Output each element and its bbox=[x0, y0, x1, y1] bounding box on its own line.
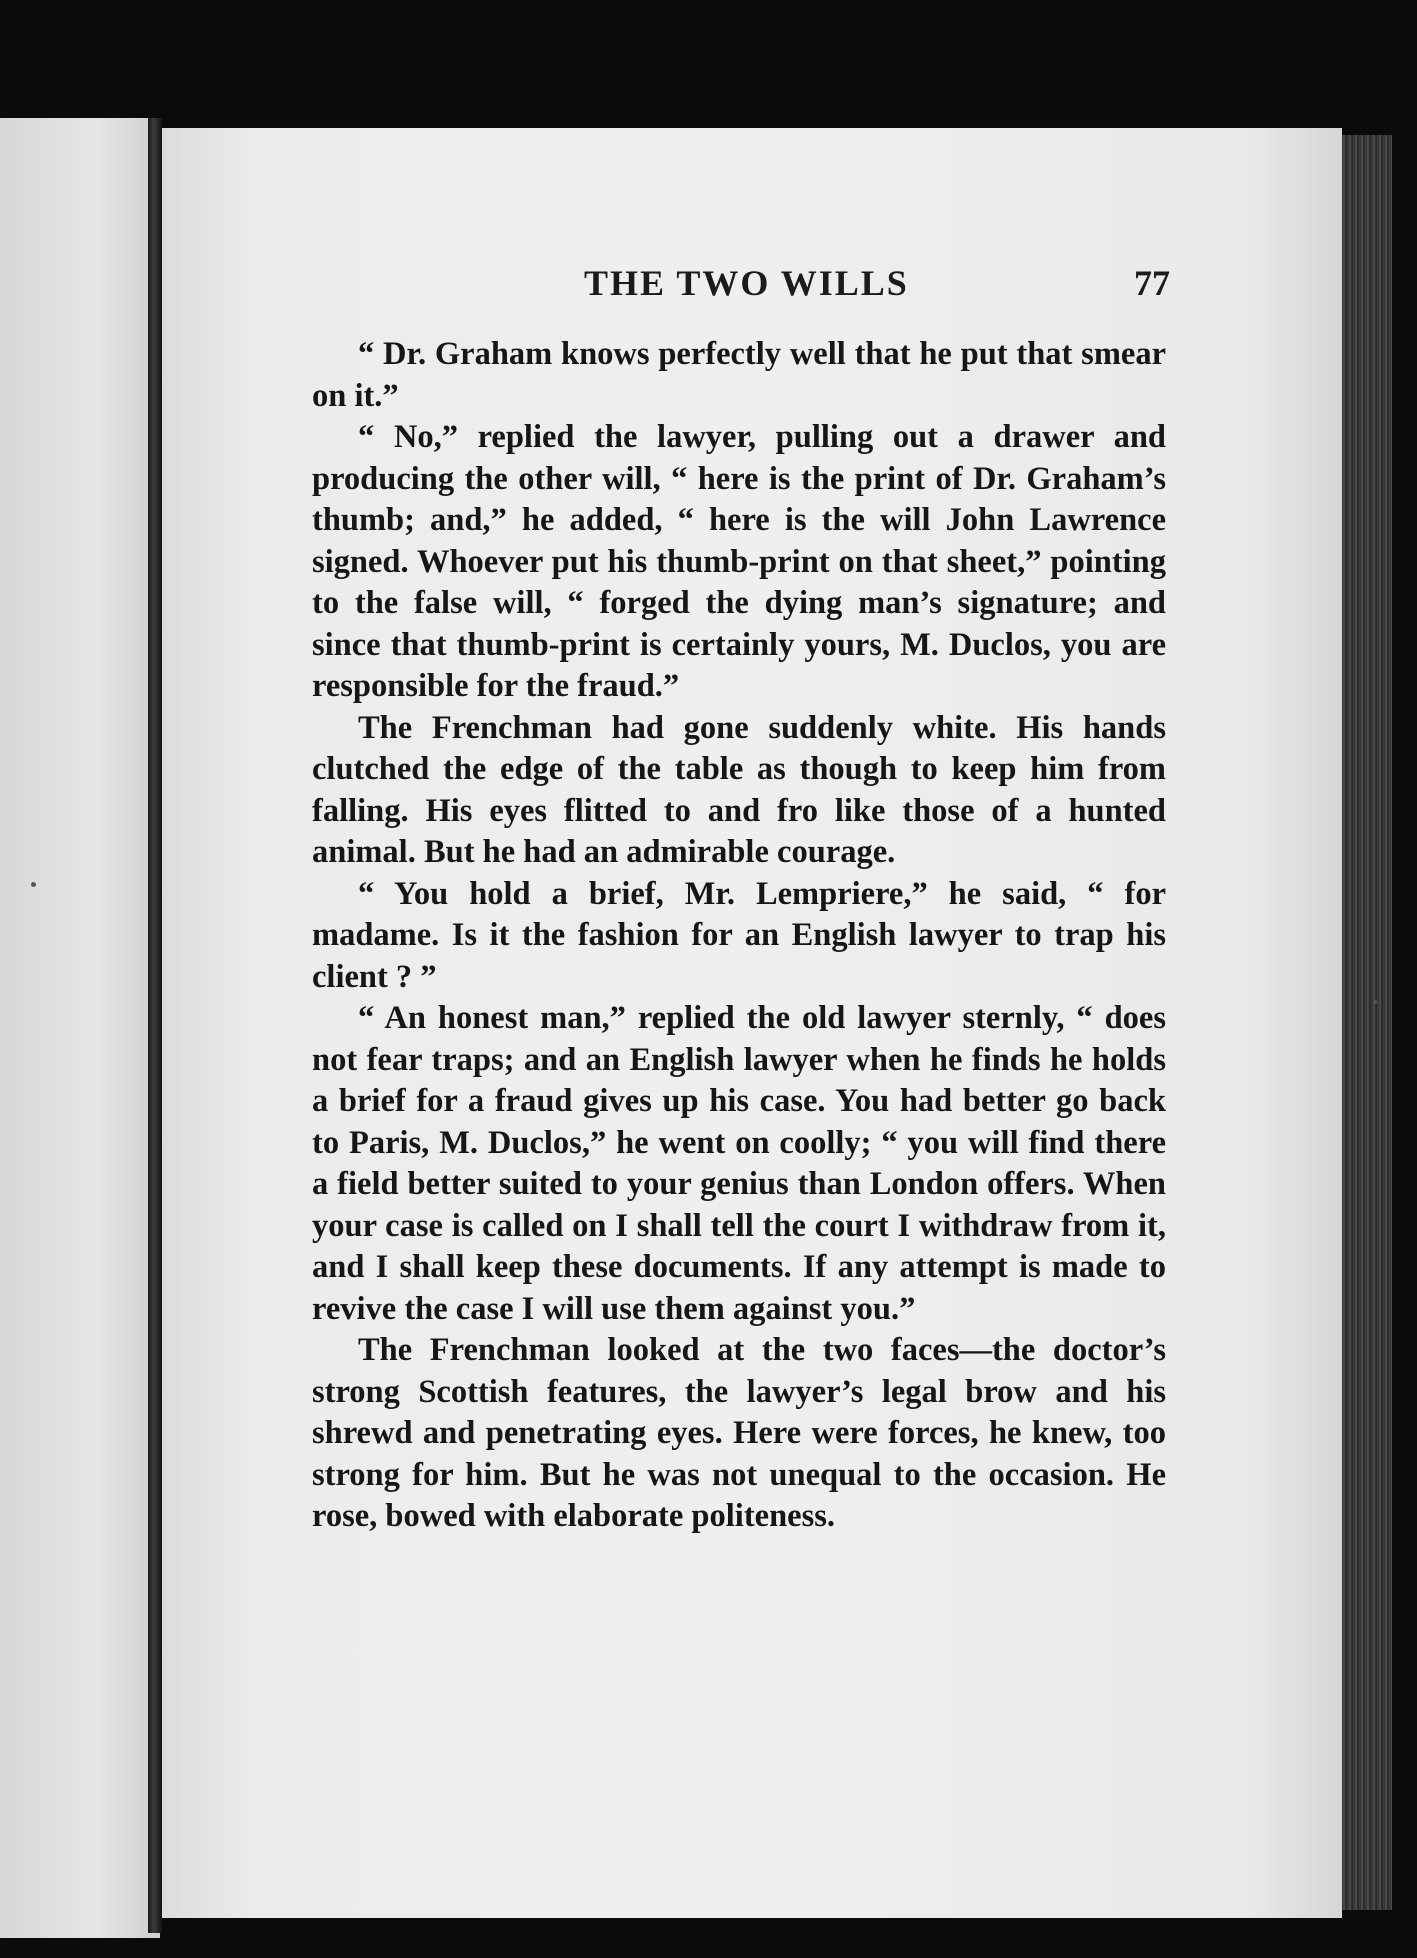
paragraph: “ No,” replied the lawyer, pulling out a drawer and producing the other will, “ here is the print of Dr. Graham’s thumb; and,” he added, “ here is the will John Lawrence signed. Whoever put his thumb-print on that sheet,” pointing to the false will, “ forged the dying man’s signature; and since that thumb-print is certainly yours, M. Duclos, you are responsible for the fraud.” bbox=[312, 419, 1166, 704]
page-speck bbox=[1373, 1000, 1377, 1004]
paragraph: The Frenchman looked at the two faces—the doctor’s strong Scottish features, the lawyer’s legal brow and his shrewd and penetrating eyes. Here were forces, he knew, too strong for him. But he was not unequal to the occasion. He rose, bowed with elaborate politeness. bbox=[312, 1332, 1166, 1534]
running-header bbox=[306, 262, 1170, 310]
page-speck bbox=[31, 882, 36, 887]
page-edges bbox=[1342, 135, 1392, 1910]
paragraph: “ Dr. Graham knows perfectly well that he put that smear on it.” bbox=[312, 336, 1166, 414]
facing-page bbox=[0, 118, 160, 1938]
running-title: THE TWO WILLS bbox=[584, 263, 909, 303]
paragraph: “ An honest man,” replied the old lawyer sternly, “ does not fear traps; and an English lawyer when he finds he holds a brief for a fraud gives up his case. You had better go back to Paris, M. Duclos,” he went on coolly; “ you will find there a field better suited to your genius than London offers. When your case is called on I shall tell the court I withdraw from it, and I shall keep these documents. If any attempt is made to revive the case I will use them against you.” bbox=[312, 1000, 1166, 1327]
page-number: 77 bbox=[1134, 263, 1170, 303]
paragraph: “ You hold a brief, Mr. Lempriere,” he said, “ for madame. Is it the fashion for an English lawyer to trap his client ? ” bbox=[312, 875, 1166, 995]
book-gutter bbox=[148, 118, 162, 1933]
body-text bbox=[312, 334, 1166, 1538]
paragraph: The Frenchman had gone suddenly white. His hands clutched the edge of the table as though to keep him from falling. His eyes flitted to and fro like those of a hunted animal. But he had an admirable courage. bbox=[312, 709, 1166, 870]
